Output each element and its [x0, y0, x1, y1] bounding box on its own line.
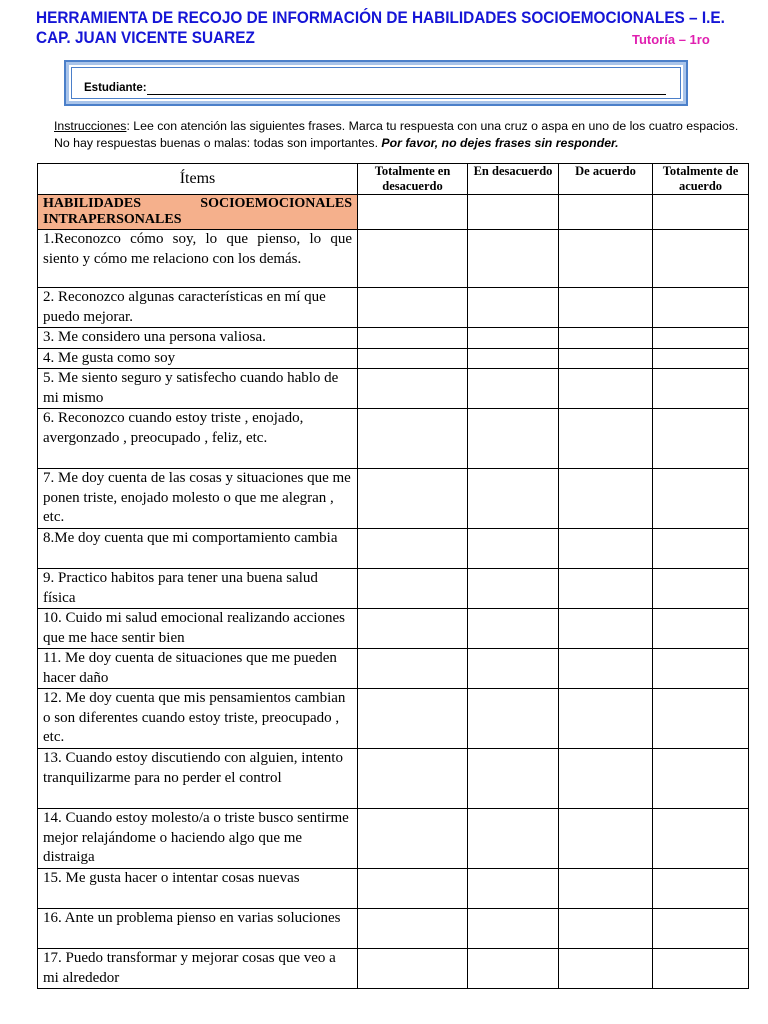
answer-cell[interactable]: [468, 230, 559, 288]
answer-cell[interactable]: [559, 328, 653, 349]
answer-cell[interactable]: [358, 529, 468, 569]
instructions: [54, 118, 754, 152]
item-text: 13. Cuando estoy discutiendo con alguien, intento tranquilizarme para no perder el control: [38, 749, 358, 809]
item-text: 6. Reconozco cuando estoy triste , enojado, avergonzado , preocupado , feliz, etc.: [38, 409, 358, 469]
answer-cell[interactable]: [468, 469, 559, 529]
answer-cell[interactable]: [559, 288, 653, 328]
answer-cell[interactable]: [358, 348, 468, 369]
answer-cell[interactable]: [358, 409, 468, 469]
item-text: 2. Reconozco algunas características en mí que puedo mejorar.: [38, 288, 358, 328]
answer-cell[interactable]: [653, 749, 749, 809]
answer-cell[interactable]: [559, 369, 653, 409]
answer-cell[interactable]: [358, 649, 468, 689]
section-line-1: HABILIDADES SOCIOEMOCIONALES: [43, 196, 352, 211]
answer-cell[interactable]: [653, 529, 749, 569]
table-row: [38, 809, 749, 869]
student-label: Estudiante:: [84, 82, 147, 94]
answer-cell[interactable]: [653, 909, 749, 949]
answer-cell[interactable]: [653, 949, 749, 989]
item-text: 9. Practico habitos para tener una buena salud física: [38, 569, 358, 609]
answer-cell[interactable]: [468, 689, 559, 749]
table-row: [38, 749, 749, 809]
answer-cell[interactable]: [468, 529, 559, 569]
section-cell: [559, 195, 653, 230]
student-box: [64, 60, 688, 106]
answer-cell[interactable]: [653, 809, 749, 869]
answer-cell[interactable]: [358, 328, 468, 349]
answer-cell[interactable]: [468, 369, 559, 409]
answer-cell[interactable]: [653, 409, 749, 469]
item-text: 8.Me doy cuenta que mi comportamiento cambia: [38, 529, 358, 569]
answer-cell[interactable]: [358, 909, 468, 949]
item-text: 10. Cuido mi salud emocional realizando acciones que me hace sentir bien: [38, 609, 358, 649]
answer-cell[interactable]: [468, 348, 559, 369]
table-row: [38, 949, 749, 989]
answer-cell[interactable]: [468, 328, 559, 349]
answer-cell[interactable]: [468, 649, 559, 689]
answer-cell[interactable]: [653, 569, 749, 609]
table-row: [38, 328, 749, 349]
answer-cell[interactable]: [358, 569, 468, 609]
answer-cell[interactable]: [358, 949, 468, 989]
item-text: 7. Me doy cuenta de las cosas y situaciones que me ponen triste, enojado molesto o que me alegran , etc.: [38, 469, 358, 529]
option-header-2: En desacuerdo: [468, 164, 559, 195]
header-row: [38, 164, 749, 195]
answer-cell[interactable]: [559, 609, 653, 649]
answer-cell[interactable]: [468, 809, 559, 869]
answer-cell[interactable]: [559, 749, 653, 809]
answer-cell[interactable]: [653, 649, 749, 689]
section-cell: [653, 195, 749, 230]
section-line-2: INTRAPERSONALES: [43, 212, 182, 227]
table-row: [38, 348, 749, 369]
item-text: 12. Me doy cuenta que mis pensamientos cambian o son diferentes cuando estoy triste, preocupado , etc.: [38, 689, 358, 749]
answer-cell[interactable]: [358, 689, 468, 749]
table-row: [38, 529, 749, 569]
table-row: [38, 409, 749, 469]
option-header-4: Totalmente de acuerdo: [653, 164, 749, 195]
answer-cell[interactable]: [653, 288, 749, 328]
option-header-3: De acuerdo: [559, 164, 653, 195]
answer-cell[interactable]: [468, 409, 559, 469]
answer-cell[interactable]: [559, 230, 653, 288]
section-row: [38, 195, 749, 230]
answer-cell[interactable]: [468, 288, 559, 328]
answer-cell[interactable]: [358, 749, 468, 809]
answer-cell[interactable]: [653, 369, 749, 409]
answer-cell[interactable]: [468, 909, 559, 949]
answer-cell[interactable]: [559, 569, 653, 609]
answer-cell[interactable]: [559, 869, 653, 909]
section-cell: [358, 195, 468, 230]
answer-cell[interactable]: [559, 689, 653, 749]
answer-cell[interactable]: [559, 909, 653, 949]
table-row: [38, 909, 749, 949]
section-header: [38, 195, 358, 230]
form-title: [36, 8, 725, 48]
item-text: 11. Me doy cuenta de situaciones que me pueden hacer daño: [38, 649, 358, 689]
answer-cell[interactable]: [559, 809, 653, 869]
answer-cell[interactable]: [468, 609, 559, 649]
table-row: [38, 469, 749, 529]
instructions-emphasis: Por favor, no dejes frases sin responder.: [381, 136, 619, 150]
answer-cell[interactable]: [653, 869, 749, 909]
answer-cell[interactable]: [653, 230, 749, 288]
answer-cell[interactable]: [559, 409, 653, 469]
tutoria-label: Tutoría – 1ro: [632, 32, 710, 47]
table-row: [38, 369, 749, 409]
answer-cell[interactable]: [559, 348, 653, 369]
answer-cell[interactable]: [358, 869, 468, 909]
item-text: 16. Ante un problema pienso en varias soluciones: [38, 909, 358, 949]
option-header-1: Totalmente en desacuerdo: [358, 164, 468, 195]
title-line-1: HERRAMIENTA DE RECOJO DE INFORMACIÓN DE HABILIDADES SOCIOEMOCIONALES – I.E.: [36, 9, 725, 27]
answer-cell[interactable]: [468, 869, 559, 909]
answer-cell[interactable]: [559, 469, 653, 529]
answer-cell[interactable]: [468, 569, 559, 609]
item-text: 5. Me siento seguro y satisfecho cuando hablo de mi mismo: [38, 369, 358, 409]
answer-cell[interactable]: [559, 529, 653, 569]
answer-cell[interactable]: [653, 328, 749, 349]
student-name-field[interactable]: [147, 94, 666, 95]
answer-cell[interactable]: [358, 369, 468, 409]
items-header: Ítems: [38, 164, 358, 195]
answer-cell[interactable]: [653, 469, 749, 529]
instructions-label: Instrucciones: [54, 119, 127, 133]
answer-cell[interactable]: [358, 469, 468, 529]
item-text: 14. Cuando estoy molesto/a o triste busco sentirme mejor relajándome o haciendo algo que me distraiga: [38, 809, 358, 869]
answer-cell[interactable]: [559, 949, 653, 989]
answer-cell[interactable]: [653, 689, 749, 749]
answer-cell[interactable]: [358, 809, 468, 869]
table-row: [38, 869, 749, 909]
answer-cell[interactable]: [358, 609, 468, 649]
item-text: 3. Me considero una persona valiosa.: [38, 328, 358, 349]
instructions-text: : Lee con atención las siguientes frases. Marca tu respuesta con una cruz o aspa en uno de los cuatro espacios. No hay respuestas buenas o malas: todas son importantes.: [54, 119, 739, 150]
answer-cell[interactable]: [653, 609, 749, 649]
answer-cell[interactable]: [468, 749, 559, 809]
answer-cell[interactable]: [358, 230, 468, 288]
table-row: [38, 230, 749, 288]
answer-cell[interactable]: [358, 288, 468, 328]
survey-table: [37, 163, 749, 989]
item-text: 15. Me gusta hacer o intentar cosas nuevas: [38, 869, 358, 909]
item-text: 17. Puedo transformar y mejorar cosas que veo a mi alrededor: [38, 949, 358, 989]
table-row: [38, 649, 749, 689]
table-row: [38, 689, 749, 749]
table-row: [38, 609, 749, 649]
item-text: 1.Reconozco cómo soy, lo que pienso, lo que siento y cómo me relaciono con los demás.: [38, 230, 358, 288]
table-row: [38, 569, 749, 609]
answer-cell[interactable]: [468, 949, 559, 989]
section-cell: [468, 195, 559, 230]
title-line-2: CAP. JUAN VICENTE SUAREZ: [36, 29, 255, 47]
answer-cell[interactable]: [559, 649, 653, 689]
item-text: 4. Me gusta como soy: [38, 348, 358, 369]
answer-cell[interactable]: [653, 348, 749, 369]
table-row: [38, 288, 749, 328]
